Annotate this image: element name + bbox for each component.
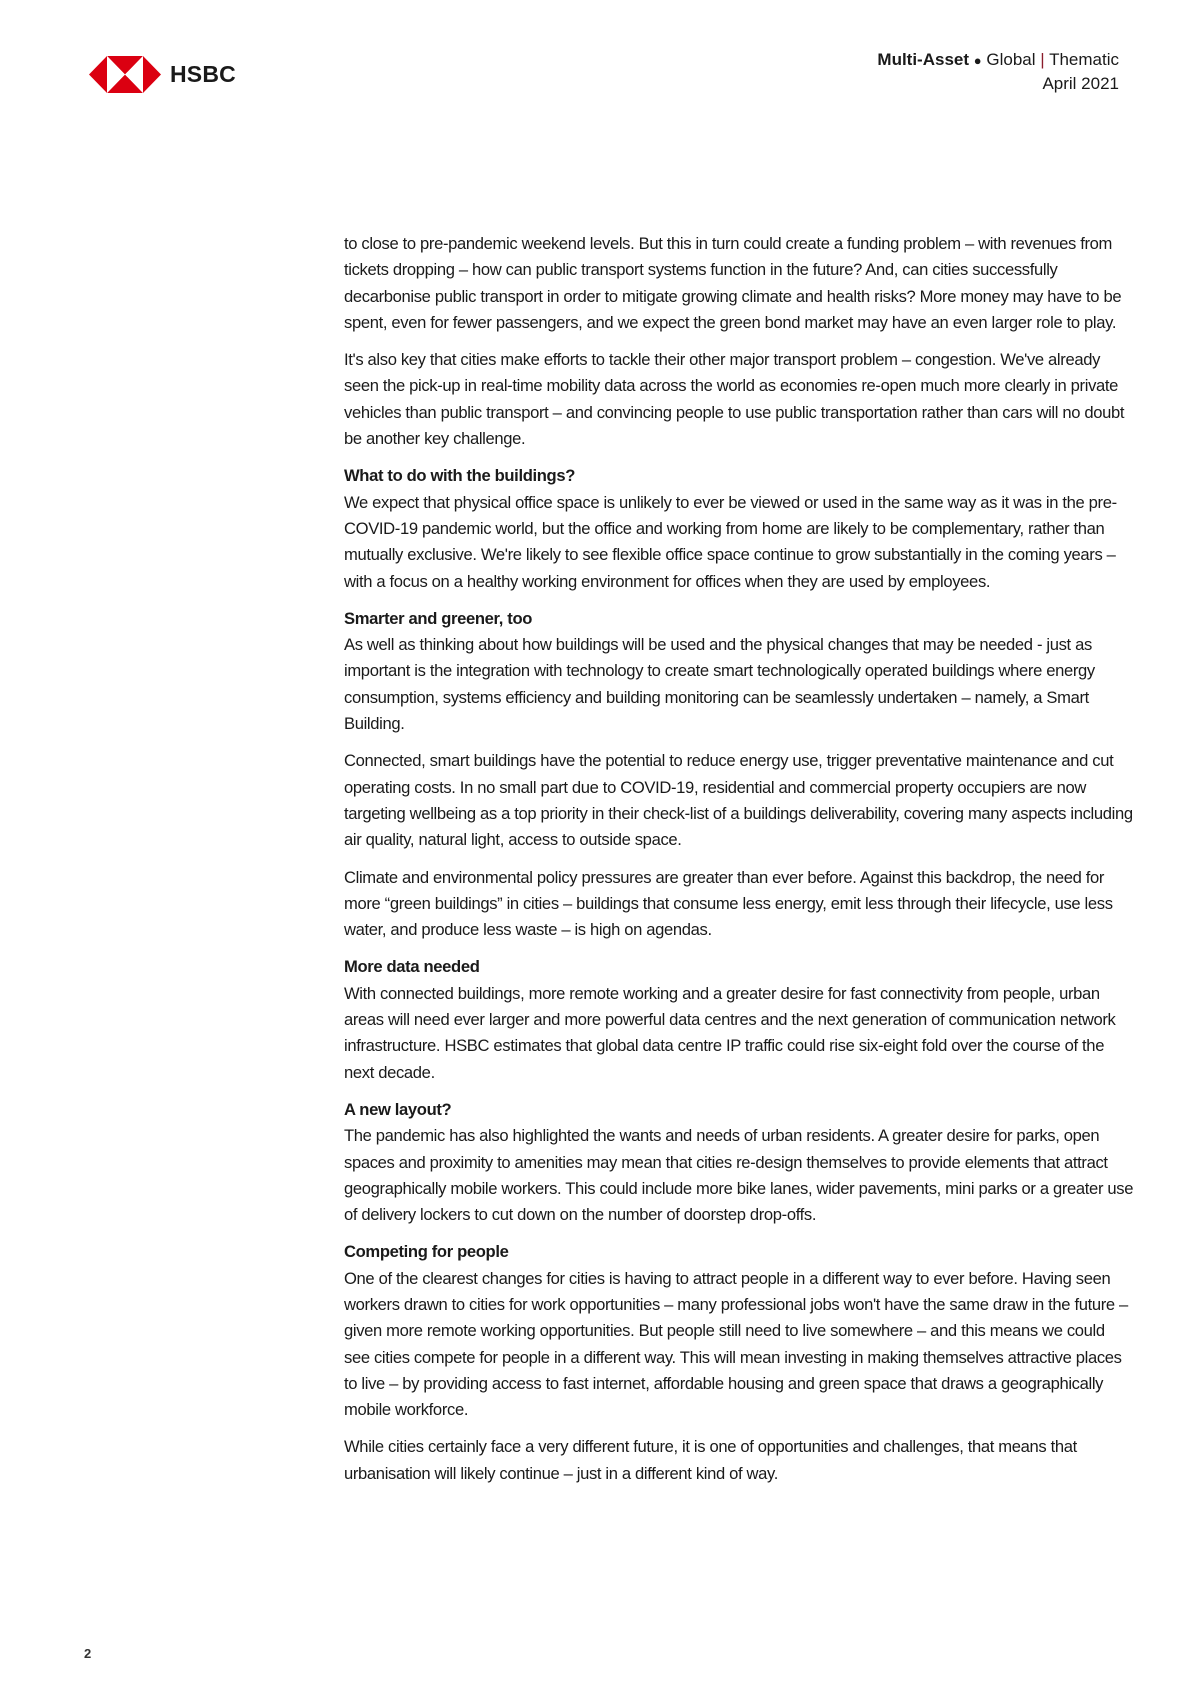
paragraph: Climate and environmental policy pressures are greater than ever before. Against this backdrop, the need for more “green buildings” in cities – buildings that consume less energy, emit less through their lifecycle, use less water, and produce less waste – is high on agendas. bbox=[344, 867, 1113, 940]
hsbc-logo bbox=[89, 56, 236, 93]
section-competing-for-people bbox=[344, 1239, 1134, 1423]
document-header bbox=[877, 48, 1119, 95]
hsbc-hexagon-logo-icon bbox=[89, 56, 161, 93]
report-date: April 2021 bbox=[1042, 74, 1119, 93]
paragraph: While cities certainly face a very different future, it is one of opportunities and challenges, that means that urbanisation will likely continue – just in a different kind of way. bbox=[344, 1437, 1077, 1483]
paragraph: We expect that physical office space is unlikely to ever be viewed or used in the same way as it was in the pre-COVID-19 pandemic world, but the office and working from home are likely to be complementary, rather than mutually exclusive. We're likely to see flexible office space continue to grow substantially in the coming years – with a focus on a healthy working environment for offices when they are used by employees. bbox=[344, 492, 1117, 591]
header-line-1 bbox=[877, 48, 1119, 72]
section-smarter-greener bbox=[344, 606, 1134, 737]
paragraph: One of the clearest changes for cities is having to attract people in a different way to ever before. Having seen workers drawn to cities for work opportunities – many professional jobs won't have the same draw in the future – given more remote working opportunities. But people still need to live somewhere – and this means we could see cities compete for people in a different way. This will mean investing in making themselves attractive places to live – by providing access to fast internet, affordable housing and green space that draws a geographically mobile workforce. bbox=[344, 1268, 1128, 1420]
paragraph: The pandemic has also highlighted the wants and needs of urban residents. A greater desire for parks, open spaces and proximity to amenities may mean that cities re-design themselves to provide elements that attract geographically mobile workers. This could include more bike lanes, wider pavements, mini parks or a greater use of delivery lockers to cut down on the number of doorstep drop-offs. bbox=[344, 1126, 1134, 1225]
section-heading: More data needed bbox=[344, 957, 480, 977]
section-heading: A new layout? bbox=[344, 1099, 452, 1119]
section-new-layout bbox=[344, 1097, 1134, 1228]
brand-name: HSBC bbox=[170, 61, 236, 87]
paragraph: With connected buildings, more remote working and a greater desire for fast connectivity from people, urban areas will need ever larger and more powerful data centres and the next generation of communication network infrastructure. HSBC estimates that global data centre IP traffic could rise six-eight fold over the course of the next decade. bbox=[344, 983, 1116, 1082]
paragraph: As well as thinking about how buildings will be used and the physical changes that may be needed - just as important is the integration with technology to create smart technologically operated buildings where energy consumption, systems efficiency and building monitoring can be seamlessly undertaken – namely, a Smart Building. bbox=[344, 635, 1095, 734]
paragraph: It's also key that cities make efforts to tackle their other major transport problem – congestion. We've already seen the pick-up in real-time mobility data across the world as economies re-open much more clearly in private vehicles than public transport – and convincing people to use public transportation rather than cars will no doubt be another key challenge. bbox=[344, 350, 1125, 449]
report-category: Multi-Asset bbox=[877, 50, 970, 69]
pipe-separator: | bbox=[1040, 50, 1045, 69]
section-buildings bbox=[344, 463, 1134, 594]
paragraph: to close to pre-pandemic weekend levels. But this in turn could create a funding problem – with revenues from tickets dropping – how can public transport systems function in the future? And, can cities successfully decarbonise public transport in order to mitigate growing climate and health risks? More money may have to be spent, even for fewer passengers, and we expect the green bond market may have an even larger role to play. bbox=[344, 234, 1122, 332]
article-body bbox=[344, 231, 1134, 1498]
section-more-data bbox=[344, 954, 1134, 1085]
section-heading: Competing for people bbox=[344, 1242, 509, 1262]
section-heading: Smarter and greener, too bbox=[344, 608, 533, 628]
bullet-separator: ● bbox=[973, 53, 982, 68]
paragraph: Connected, smart buildings have the potential to reduce energy use, trigger preventative maintenance and cut operating costs. In no small part due to COVID-19, residential and commercial property occupiers are now targeting wellbeing as a top priority in their check-list of a buildings deliverability, covering many aspects including air quality, natural light, access to outside space. bbox=[344, 751, 1133, 850]
section-heading: What to do with the buildings? bbox=[344, 466, 575, 486]
report-type: Thematic bbox=[1049, 50, 1119, 69]
page-number: 2 bbox=[84, 1646, 92, 1661]
report-region: Global bbox=[986, 50, 1036, 69]
